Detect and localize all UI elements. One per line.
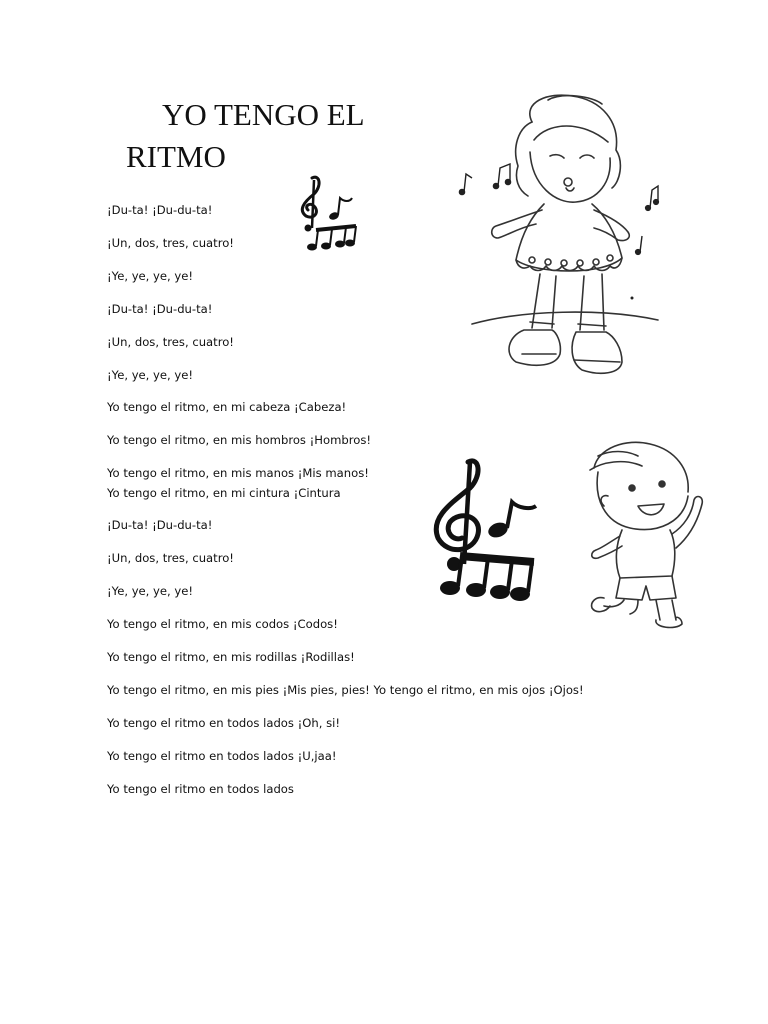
lyric-line: ¡Du-ta! ¡Du-du-ta! (107, 518, 213, 532)
lyric-line: Yo tengo el ritmo, en mis manos ¡Mis manos! (107, 466, 369, 480)
jumping-boy-illustration (580, 436, 712, 632)
lyric-line: ¡Ye, ye, ye, ye! (107, 269, 194, 283)
lyric-line: Yo tengo el ritmo, en mi cabeza ¡Cabeza! (107, 400, 347, 414)
title-line-1: YO TENGO EL (162, 97, 365, 132)
lyric-line: Yo tengo el ritmo en todos lados ¡Oh, si! (107, 716, 341, 730)
music-notes-icon (290, 172, 362, 254)
lyric-line: ¡Du-ta! ¡Du-du-ta! (107, 302, 213, 316)
title-line-2: RITMO (126, 139, 226, 174)
lyric-line: ¡Un, dos, tres, cuatro! (107, 236, 234, 250)
lyric-line: Yo tengo el ritmo, en mis rodillas ¡Rodillas! (107, 650, 355, 664)
lyric-line: ¡Ye, ye, ye, ye! (107, 368, 194, 382)
lyric-line: Yo tengo el ritmo en todos lados ¡U,jaa! (107, 749, 337, 763)
lyric-line: Yo tengo el ritmo, en mis hombros ¡Hombros! (107, 433, 372, 447)
lyric-line: ¡Un, dos, tres, cuatro! (107, 335, 234, 349)
music-notes-icon (408, 452, 556, 614)
lyric-line: Yo tengo el ritmo, en mis pies ¡Mis pies, pies! Yo tengo el ritmo, en mis ojos ¡Ojos! (107, 683, 584, 697)
page-title (126, 94, 446, 178)
lyric-line: Yo tengo el ritmo en todos lados (107, 782, 294, 796)
lyric-line: ¡Un, dos, tres, cuatro! (107, 551, 234, 565)
lyric-line: Yo tengo el ritmo, en mis codos ¡Codos! (107, 617, 338, 631)
lyric-line: ¡Ye, ye, ye, ye! (107, 584, 194, 598)
dancing-girl-illustration (452, 92, 668, 384)
lyric-line: ¡Du-ta! ¡Du-du-ta! (107, 203, 213, 217)
lyric-line: Yo tengo el ritmo, en mi cintura ¡Cintura (107, 486, 341, 500)
